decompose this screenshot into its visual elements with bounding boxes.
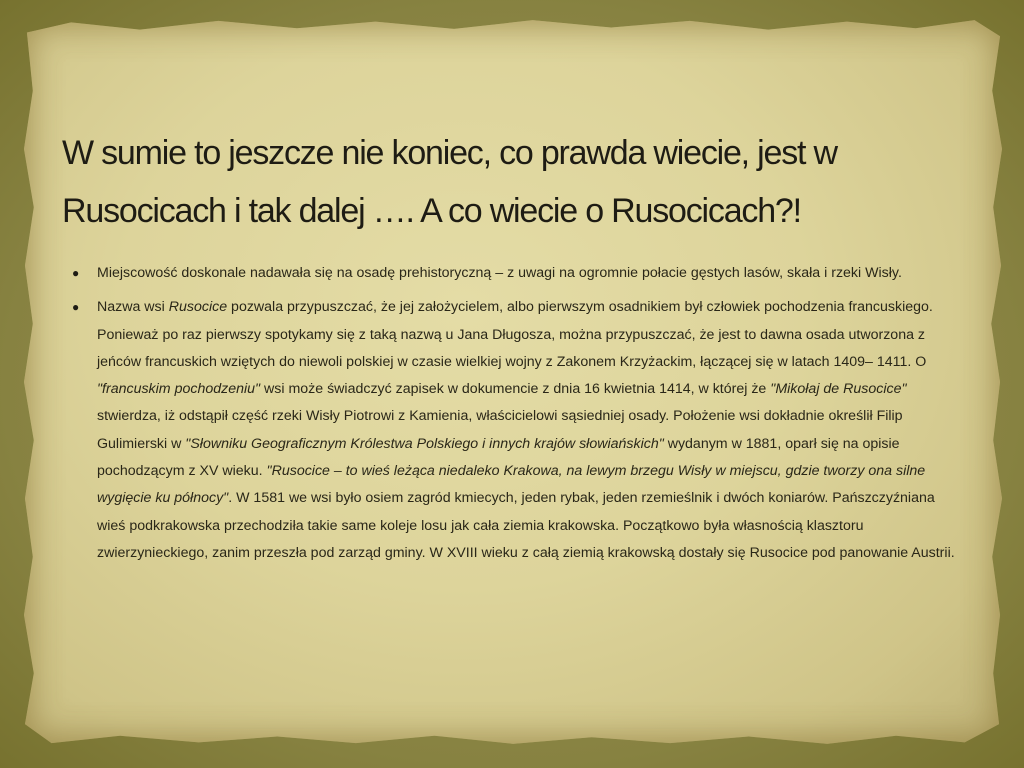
- text-segment-italic: "Mikołaj de Rusocice": [770, 381, 907, 398]
- bullet-text: [97, 265, 902, 281]
- bullet-item: [72, 294, 962, 567]
- bullet-item: [72, 260, 907, 287]
- text-segment-italic: "francuskim pochodzeniu": [97, 381, 261, 398]
- text-segment: stwierdza, iż odstąpił część rzeki Wisły Piotrowi z Kamienia, właścicielowi sąsiedniej osady. Położenie wsi dokładnie określił Filip Gulimierski w: [97, 408, 903, 452]
- text-segment: Miejscowość doskonale nadawała się na osadę prehistoryczną – z uwagi na ogromnie połacie gęstych lasów, skała i rzeki Wisły.: [97, 265, 902, 281]
- slide-title: W sumie to jeszcze nie koniec, co prawda wiecie, jest w Rusocicach i tak dalej …. A co wiecie o Rusocicach?!: [62, 134, 837, 230]
- text-segment: pozwala przypuszczać, że jej założycielem, albo pierwszym osadnikiem był człowiek pochodzenia francuskiego. Ponieważ po raz pierwszy spotykamy się z taką nazwą u Jana Długosza, można przypuszczać, że jest to dawna osada utworzona z jeńców francuskich wziętych do niewoli polskiej w czasie wielkiej wojny z Zakonem Krzyżackim, łączącej się w latach 1409– 1411. O: [97, 299, 933, 370]
- bullet-dot-icon: ●: [72, 300, 80, 315]
- text-segment-italic: Rusocice: [168, 299, 228, 316]
- text-segment: wydanym w 1881, oparł się na opisie pochodzącym z XV wieku.: [97, 435, 900, 480]
- slide-body: [72, 260, 972, 574]
- text-segment: wsi może świadczyć zapisek w dokumencie z dnia 16 kwietnia 1414, w której że: [260, 381, 771, 398]
- bullet-text: [97, 299, 955, 561]
- text-segment-italic: "Słowniku Geograficznym Królestwa Polskiego i innych krajów słowiańskich": [185, 435, 664, 452]
- bullet-dot-icon: ●: [72, 266, 80, 280]
- text-segment: Nazwa wsi: [97, 299, 169, 316]
- text-segment-italic: "Rusocice – to wieś leżąca niedaleko Krakowa, na lewym brzegu Wisły w miejscu, gdzie tworzy ona silne wygięcie ku północy": [97, 463, 926, 507]
- text-segment: . W 1581 we wsi było osiem zagród kmiecych, jeden rybak, jeden rzemieślnik i dwóch koniarów. Pańszczyźniana wieś podkrakowska przechodziła takie same koleje losu jak cała ziemia krakowska. Początkowo była własnością klasztoru zwierzynieckiego, zanim przeszła pod zarząd gminy. W XVIII wieku z całą ziemią krakowską dostały się Rusocice pod panowanie Austrii.: [97, 490, 955, 561]
